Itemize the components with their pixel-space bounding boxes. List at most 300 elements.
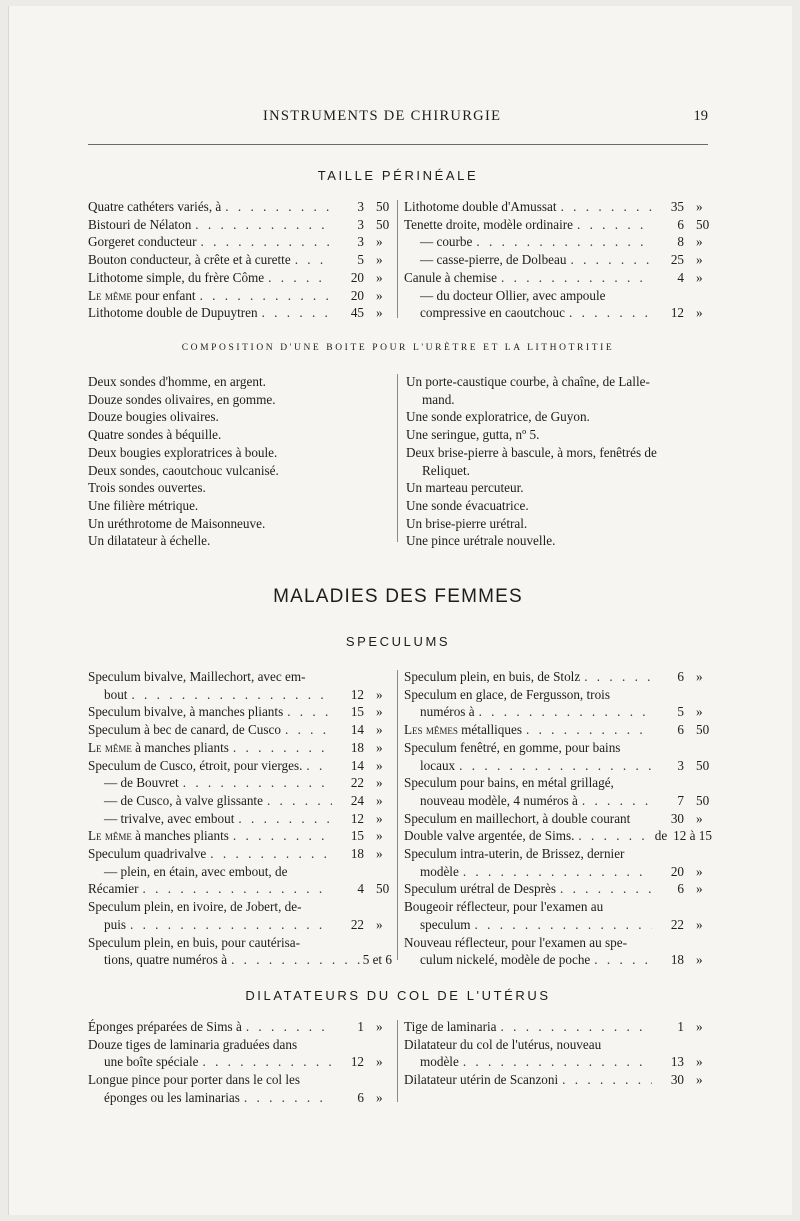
price-list-row [88,810,392,828]
item-name: tions, quatre numéros à [104,952,228,968]
dot-leader [206,845,332,863]
dot-leader [264,269,332,287]
item-unit: » [376,1089,383,1105]
item-name: numéros à [420,704,475,720]
item-price: 20 [670,863,684,879]
price-list-row [404,686,712,704]
dot-leader [242,1018,332,1036]
item-unit: » [696,881,703,897]
list-line: Un porte-caustique courbe, à chaîne, de Lalle- [406,374,650,389]
item-name: Lithotome simple, du frère Côme [88,269,265,285]
page-title: INSTRUMENTS DE CHIRURGIE [263,108,502,124]
item-name: Le même pour enfant [88,287,196,303]
item-name: Quatre cathéters variés, à [88,199,222,214]
item-name: bout [104,686,128,702]
item-price: 12 [670,305,684,321]
price-list-row [88,233,392,251]
item-name: Speculum intra-uterin, de Brissez, dernier [404,846,625,862]
item-unit: » [696,952,703,968]
price-list-row [88,1036,392,1054]
item-unit: » [696,252,703,268]
item-price: 35 [670,199,684,214]
price-list-row [88,1053,392,1071]
item-unit: » [376,757,383,773]
row-spacer [610,686,712,704]
item-price: 15 [350,828,364,844]
price-list-row [88,739,392,757]
item-name: Récamier [88,881,139,897]
item-unit: » [696,863,703,879]
item-name: — du docteur Ollier, avec ampoule [420,287,606,303]
price-list-row [404,1053,712,1071]
price-list-row [88,934,392,952]
item-unit: » [376,792,383,808]
item-name: Longue pince pour porter dans le col les [88,1072,301,1088]
list-line: Un brise-pierre urétral. [406,515,528,531]
list-line: Une sonde évacuatrice. [406,497,529,513]
column-divider [397,374,398,542]
item-unit: » [696,305,703,321]
item-name: éponges ou les laminarias [104,1089,240,1105]
dot-leader [459,1053,652,1071]
item-unit: » [376,810,383,826]
row-spacer [601,1036,712,1054]
item-unit: » [376,775,383,791]
item-unit: » [376,305,383,321]
dot-leader [127,686,332,704]
dot-leader [229,739,332,757]
item-unit: » [696,669,703,684]
item-name: Le même à manches pliants [88,739,229,755]
taille-left-column [88,198,392,322]
row-spacer [603,898,712,916]
row-spacer [302,898,392,916]
list-line: Reliquet. [422,462,470,478]
price-list-row [88,269,392,287]
price-list-row [88,251,392,269]
item-name: — casse-pierre, de Dolbeau [420,252,567,268]
item-name: Lithotome double de Dupuytren [88,305,258,321]
item-unit: » [696,1072,703,1088]
item-price: 6 [357,1089,364,1105]
dot-leader [234,810,332,828]
dot-leader [191,216,332,234]
list-line: Deux brise-pierre à bascule, à mors, fenêtrés de [406,444,657,460]
section-title-maladies: MALADIES DES FEMMES [273,586,523,607]
item-name: Speculum bivalve, Maillechort, avec em- [88,669,306,684]
price-list-row [404,703,712,721]
price-list-row [404,880,712,898]
list-line: Une sonde exploratrice, de Guyon. [406,409,590,425]
price-list-row [88,827,392,845]
item-unit: » [696,234,703,250]
item-mid-text: de [654,828,668,844]
item-unit: » [696,1054,703,1070]
dot-leader [573,216,652,234]
dot-leader [566,251,652,269]
price-list-row [404,216,712,234]
header-rule [88,144,708,145]
item-price: 6 [677,669,684,684]
item-price: 18 [670,952,684,968]
dot-leader [459,863,652,881]
section-title-taille: TAILLE PÉRINÉALE [317,168,479,183]
list-line: Deux sondes, caoutchouc vulcanisé. [88,462,279,478]
item-name: Les mêmes métalliques [404,722,522,738]
item-price: 20 [350,269,364,285]
row-spacer [620,739,712,757]
item-unit: 50 [696,792,710,808]
list-line: Douze bougies olivaires. [88,409,219,425]
item-price: 12 [350,1054,364,1070]
dot-leader [558,1071,652,1089]
item-name: Speculum fenêtré, en gomme, pour bains [404,739,621,755]
price-list-row [88,1071,392,1089]
price-list-row [88,668,392,686]
item-name: Dilatateur utérin de Scanzoni [404,1072,559,1088]
row-spacer [287,863,392,881]
item-name-small-caps: Les mêmes [404,722,458,738]
item-price: 18 [350,739,364,755]
item-unit: » [696,199,703,214]
item-name: — de Bouvret [104,775,179,791]
item-unit: » [376,269,383,285]
dot-leader [196,287,332,305]
running-head [88,108,708,128]
taille-right-column [404,198,712,322]
item-name: Canule à chemise [404,269,498,285]
item-price: 7 [677,792,684,808]
row-spacer [300,1071,392,1089]
item-name: Gorgeret conducteur [88,234,197,250]
section-title-boite: COMPOSITION D'UNE BOITE POUR L'URÈTRE ET LA LITHOTRITIE [181,343,615,353]
dot-leader [557,198,652,216]
list-line: Une filière métrique. [88,497,199,513]
dot-leader [475,703,652,721]
price-list-row [88,774,392,792]
item-price: 14 [350,722,364,738]
dot-leader [229,827,332,845]
item-name: Tige de laminaria [404,1019,497,1034]
boite-right-column [406,373,714,550]
item-name: locaux [420,757,456,773]
item-name: — plein, en étain, avec embout, de [104,863,288,879]
dot-leader [126,916,332,934]
price-list-row [88,951,392,969]
item-name: Speculum pour bains, en métal grillagé, [404,775,614,791]
item-price: 13 [670,1054,684,1070]
list-line: Douze sondes olivaires, en gomme. [88,391,276,407]
item-name: — de Cusco, à valve glissante [104,792,263,808]
column-divider [397,670,398,960]
row-spacer [300,934,392,952]
item-name: Bougeoir réflecteur, pour l'examen au [404,899,604,915]
price-list-row [88,216,392,234]
item-name: Nouveau réflecteur, pour l'examen au spe- [404,934,628,950]
item-name: Speculum de Cusco, étroit, pour vierges. [88,757,303,773]
row-spacer [624,845,712,863]
dilatateurs-right-column [404,1018,712,1089]
item-price: 30 [670,1072,684,1088]
item-name: une boîte spéciale [104,1054,199,1070]
item-name: Douze tiges de laminaria graduées dans [88,1036,298,1052]
item-name: speculum [420,916,471,932]
dot-leader [179,774,332,792]
dot-leader [565,304,652,322]
price-list-row [404,916,712,934]
item-price: 3 [357,216,364,232]
item-unit: » [696,704,703,720]
price-list-row [88,880,392,898]
price-list-row [404,269,712,287]
item-price: 20 [350,287,364,303]
price-list-row [88,198,392,216]
list-line: Un marteau percuteur. [406,480,524,496]
item-price: 3 [357,234,364,250]
price-list-row [88,1018,392,1036]
dot-leader [281,721,332,739]
item-unit: 50 [376,216,390,232]
item-price: 4 [677,269,684,285]
item-unit: 50 [696,216,710,232]
price-list-row [88,792,392,810]
list-line: Deux sondes d'homme, en argent. [88,374,266,389]
item-price: 30 [670,810,684,826]
item-name: Bouton conducteur, à crête et à curette [88,252,291,268]
item-name: Speculum urétral de Desprès [404,881,556,897]
list-line: Deux bougies exploratrices à boule. [88,444,278,460]
price-list-row [404,668,712,686]
dot-leader [472,233,652,251]
item-price: 3 [357,199,364,214]
item-unit: » [376,739,383,755]
price-list-row [88,686,392,704]
item-price: 45 [350,305,364,321]
section-subtitle-speculums: SPECULUMS [345,634,451,649]
dot-leader [258,304,332,322]
item-name: Speculum plein, en buis, pour cautérisa- [88,934,301,950]
item-name: Dilatateur du col de l'utérus, nouveau [404,1036,602,1052]
list-line: Un dilatateur à échelle. [88,533,211,549]
dilatateurs-left-column [88,1018,392,1107]
price-list-row [404,233,712,251]
price-list-row [88,304,392,322]
item-name-small-caps: Le même [88,739,132,755]
dot-leader [291,251,332,269]
item-unit: 50 [376,881,390,897]
item-name: modèle [420,1054,459,1070]
dot-leader [574,827,654,845]
item-name-small-caps: Le même [88,828,132,844]
item-unit: 50 [696,757,710,773]
item-name: — courbe [420,234,473,250]
list-line: Une pince urétrale nouvelle. [406,533,556,549]
item-price: 18 [350,846,364,862]
price-list-row [404,304,712,322]
item-unit: » [376,1054,383,1070]
dot-leader [497,269,652,287]
item-name: Le même à manches pliants [88,828,229,844]
page-number: 19 [693,108,708,124]
item-price: 4 [357,881,364,897]
item-unit: » [376,704,383,720]
dot-leader [471,916,652,934]
row-spacer [630,810,652,828]
price-list-row [404,845,712,863]
price-list-row [88,898,392,916]
item-name: Bistouri de Nélaton [88,216,192,232]
item-price: 12 à 15 [673,828,712,844]
item-price: 6 [677,881,684,897]
item-price: 12 [350,810,364,826]
item-unit: » [376,252,383,268]
dot-leader [578,792,652,810]
list-line: Une seringue, gutta, nº 5. [406,427,540,443]
item-price: 1 [677,1019,684,1034]
item-unit: » [376,686,383,702]
price-list-row [404,827,712,845]
price-list-row [404,1018,712,1036]
dot-leader [198,1053,332,1071]
item-name: Speculum bivalve, à manches pliants [88,704,284,720]
price-list-row [404,934,712,952]
price-list-row [88,845,392,863]
item-price: 5 [357,252,364,268]
item-price: 6 [677,216,684,232]
item-name: Éponges préparées de Sims à [88,1019,242,1034]
dot-leader [522,721,652,739]
list-line: mand. [422,391,455,407]
item-price: 12 [350,686,364,702]
row-spacer [627,934,712,952]
item-name-small-caps: Le même [88,287,132,303]
item-name: modèle [420,863,459,879]
dot-leader [590,951,652,969]
item-unit: » [376,846,383,862]
item-price: 22 [350,775,364,791]
row-spacer [614,774,712,792]
dot-leader [139,880,332,898]
list-line: Quatre sondes à béquille. [88,427,222,443]
item-name: Speculum à bec de canard, de Cusco [88,722,281,738]
item-name: compressive en caoutchouc [420,305,566,321]
dot-leader [455,757,652,775]
item-name: Speculum plein, en buis, de Stolz [404,669,581,684]
price-list-row [88,703,392,721]
item-price: 15 [350,704,364,720]
item-price: 22 [670,916,684,932]
item-name: Speculum quadrivalve [88,846,207,862]
price-list-row [404,810,712,828]
column-divider [397,1020,398,1102]
item-unit: » [376,287,383,303]
price-list-row [88,757,392,775]
dot-leader [227,951,363,969]
item-unit: » [376,916,383,932]
item-name: puis [104,916,126,932]
dot-leader [283,703,332,721]
item-name: culum nickelé, modèle de poche [420,952,591,968]
dot-leader [263,792,332,810]
price-list-row [88,721,392,739]
price-list-row [404,774,712,792]
item-price: 6 [677,722,684,738]
item-price: 22 [350,916,364,932]
item-price: 5 [677,704,684,720]
dot-leader [302,757,332,775]
item-price: 8 [677,234,684,250]
item-unit: » [376,234,383,250]
item-name: Lithotome double d'Amussat [404,199,557,214]
dot-leader [221,198,332,216]
item-name: nouveau modèle, 4 numéros à [420,792,578,808]
price-list-row [404,757,712,775]
row-spacer [306,668,392,686]
dot-leader [240,1089,332,1107]
column-divider [397,200,398,318]
price-list-row [88,287,392,305]
section-title-dilatateurs: DILATATEURS DU COL DE L'UTÉRUS [245,988,551,1003]
item-unit: » [696,1019,703,1034]
boite-left-column [88,373,392,550]
item-unit: 50 [696,722,710,738]
speculums-right-column [404,668,712,969]
item-unit: » [376,828,383,844]
item-name: — trivalve, avec embout [104,810,235,826]
price-list-row [404,251,712,269]
item-name: Tenette droite, modèle ordinaire [404,216,573,232]
speculums-left-column [88,668,392,969]
price-list-row [404,898,712,916]
item-price: 24 [350,792,364,808]
item-name: Double valve argentée, de Sims. [404,828,575,844]
price-list-row [88,916,392,934]
price-list-row [88,863,392,881]
item-name: Speculum plein, en ivoire, de Jobert, de- [88,899,302,915]
price-list-row [404,721,712,739]
row-spacer [606,287,713,305]
price-list-row [404,792,712,810]
dot-leader [580,668,652,686]
dot-leader [556,880,652,898]
item-unit: » [696,916,703,932]
price-list-row [404,951,712,969]
item-unit: » [696,810,703,826]
item-unit: 50 [376,199,390,214]
price-list-row [404,198,712,216]
item-unit: » [696,269,703,285]
item-name: Speculum en maillechort, à double courant [404,810,631,826]
item-price: 5 et 6 [362,952,392,968]
price-list-row [404,1036,712,1054]
price-list-row [404,1071,712,1089]
item-name: Speculum en glace, de Fergusson, trois [404,686,610,702]
row-spacer [297,1036,392,1054]
dot-leader [197,233,332,251]
item-unit: » [376,722,383,738]
dot-leader [497,1018,652,1036]
price-list-row [404,287,712,305]
item-price: 14 [350,757,364,773]
item-price: 25 [670,252,684,268]
item-price: 1 [357,1019,364,1034]
price-list-row [404,863,712,881]
item-price: 3 [677,757,684,773]
list-line: Un uréthrotome de Maisonneuve. [88,515,266,531]
price-list-row [404,739,712,757]
price-list-row [88,1089,392,1107]
item-unit: » [376,1019,383,1034]
